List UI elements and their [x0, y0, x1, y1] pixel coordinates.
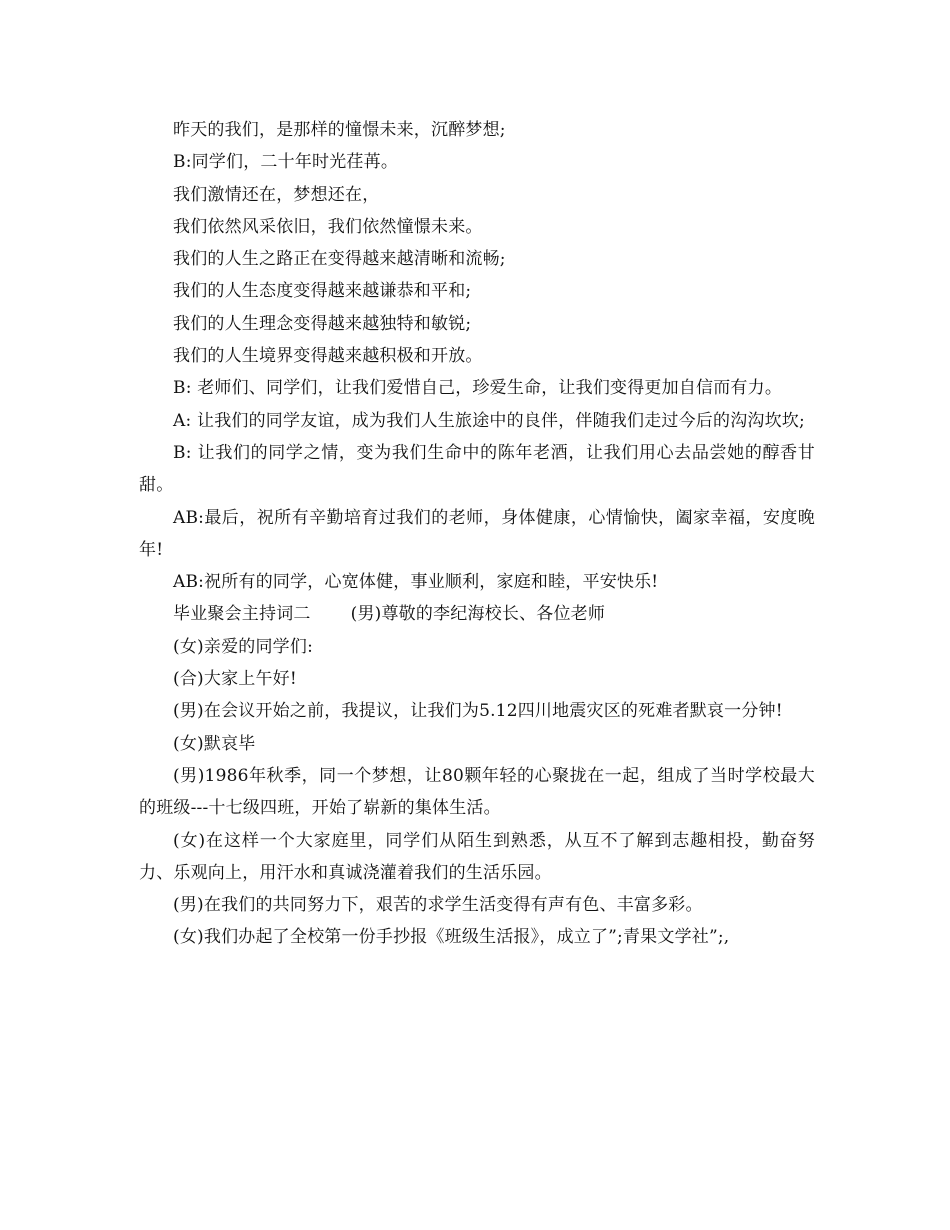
paragraph: (女)默哀毕 — [173, 733, 256, 754]
paragraph: (男)1986年秋季，同一个梦想，让80颗年轻的心聚拢在一起，组成了当时学校最大的班级---十七级四班，开始了崭新的集体生活。 — [139, 765, 815, 819]
paragraph: (女)我们办起了全校第一份手抄报《班级生活报》，成立了”;青果文学社”;, — [173, 927, 730, 948]
paragraph: AB:最后，祝所有辛勤培育过我们的老师，身体健康，心情愉快，阖家幸福，安度晚年! — [139, 507, 815, 560]
paragraph: B: 老师们、同学们，让我们爱惜自己，珍爱生命，让我们变得更加自信而有力。 — [173, 378, 783, 399]
paragraph: (女)在这样一个大家庭里，同学们从陌生到熟悉，从互不了解到志趣相投，勤奋努力、乐观向上，用汗水和真诚浇灌着我们的生活乐园。 — [139, 830, 815, 883]
paragraph: 我们的人生之路正在变得越来越清晰和流畅; — [173, 249, 506, 270]
paragraph: 我们依然风采依旧，我们依然憧憬未来。 — [173, 216, 483, 237]
section-title: 毕业聚会主持词二 — [173, 604, 311, 625]
section-heading-line — [139, 598, 815, 630]
paragraph: (女)亲爱的同学们: — [173, 636, 313, 657]
paragraph: B: 让我们的同学之情，变为我们生命中的陈年老酒，让我们用心去品尝她的醇香甘甜。 — [139, 442, 815, 496]
section-opening: (男)尊敬的李纪海校长、各位老师 — [350, 604, 606, 625]
paragraph: (合)大家上午好! — [173, 669, 297, 690]
paragraph: 我们的人生境界变得越来越积极和开放。 — [173, 346, 483, 367]
paragraph: 我们的人生态度变得越来越谦恭和平和; — [173, 281, 472, 302]
paragraph: AB:祝所有的同学，心宽体健，事业顺利，家庭和睦，平安快乐! — [173, 572, 659, 593]
document-body — [139, 114, 815, 954]
paragraph: 我们激情还在，梦想还在， — [173, 184, 380, 205]
paragraph: A: 让我们的同学友谊，成为我们人生旅途中的良伴，伴随我们走过今后的沟沟坎坎; — [173, 410, 805, 431]
paragraph: (男)在会议开始之前，我提议，让我们为5.12四川地震灾区的死难者默哀一分钟! — [173, 701, 783, 722]
paragraph: 昨天的我们，是那样的憧憬未来，沉醉梦想; — [173, 120, 506, 140]
paragraph: 我们的人生理念变得越来越独特和敏锐; — [173, 313, 472, 334]
paragraph: (男)在我们的共同努力下，艰苦的求学生活变得有声有色、丰富多彩。 — [173, 895, 703, 916]
paragraph: B:同学们，二十年时光荏苒。 — [173, 152, 399, 173]
